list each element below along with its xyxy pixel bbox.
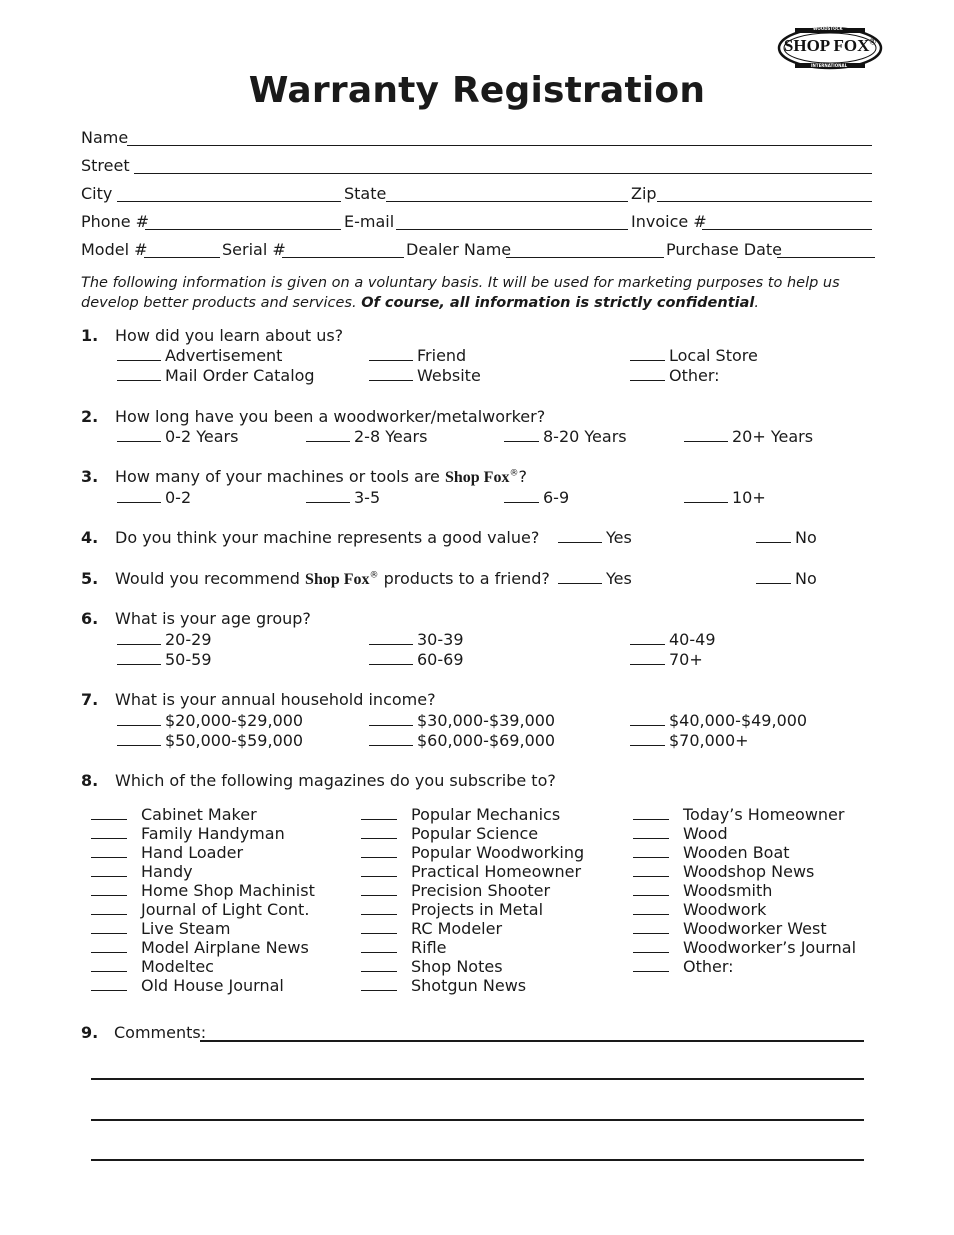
magazine-option[interactable] <box>91 862 193 881</box>
magazine-label: Projects in Metal <box>411 900 544 919</box>
magazine-option[interactable] <box>633 824 728 843</box>
magazine-option[interactable] <box>633 957 734 976</box>
q5-text <box>115 569 550 589</box>
comments-line[interactable] <box>91 1159 864 1161</box>
option-label: $60,000-$69,000 <box>417 731 556 750</box>
magazine-label: Wood <box>683 824 728 843</box>
shop-fox-brand: Shop Fox <box>305 571 370 588</box>
q8-text: Which of the following magazines do you subscribe to? <box>115 771 556 790</box>
option-label: 6-9 <box>543 488 570 507</box>
magazine-option[interactable] <box>361 862 581 881</box>
q5-yes-option[interactable] <box>558 569 632 588</box>
q7-option[interactable] <box>630 731 749 750</box>
registered-mark: ® <box>509 468 519 479</box>
q6-option[interactable] <box>369 630 464 649</box>
magazine-label: Journal of Light Cont. <box>141 900 310 919</box>
q6-number: 6. <box>81 609 99 628</box>
magazine-option[interactable] <box>361 881 550 900</box>
notice-line-2 <box>81 293 759 313</box>
state-label: State <box>344 184 387 203</box>
magazine-label: Woodwork <box>683 900 767 919</box>
q7-text: What is your annual household income? <box>115 690 436 709</box>
option-label: $30,000-$39,000 <box>417 711 556 730</box>
q8-number: 8. <box>81 771 99 790</box>
option-label: 40-49 <box>669 630 716 649</box>
option-label: Friend <box>417 346 467 365</box>
q7-number: 7. <box>81 690 99 709</box>
page-title: Warranty Registration <box>248 70 706 111</box>
magazine-label: RC Modeler <box>411 919 503 938</box>
notice-period: . <box>754 295 759 311</box>
magazine-option[interactable] <box>633 805 844 824</box>
logo-brand: SHOP FOX® <box>783 36 877 55</box>
serial-label: Serial # <box>222 240 286 259</box>
magazine-label: Popular Science <box>411 824 539 843</box>
option-label: 50-59 <box>165 650 212 669</box>
option-label: 3-5 <box>354 488 381 507</box>
option-label: Yes <box>606 528 632 547</box>
q1-option[interactable] <box>117 366 315 385</box>
option-label: Advertisement <box>165 346 283 365</box>
magazine-label: Woodworker West <box>683 919 827 938</box>
q2-number: 2. <box>81 407 99 426</box>
option-label: Other: <box>669 366 720 385</box>
magazine-label: Today’s Homeowner <box>683 805 845 824</box>
q2-text: How long have you been a woodworker/metalworker? <box>115 407 546 426</box>
q1-option[interactable] <box>630 366 720 385</box>
magazine-option[interactable] <box>91 805 257 824</box>
notice-line-1: The following information is given on a voluntary basis. It will be used for marketing purposes to help us <box>81 275 840 291</box>
magazine-option[interactable] <box>633 900 766 919</box>
magazine-label: Other: <box>683 957 734 976</box>
option-label: 20-29 <box>165 630 212 649</box>
option-label: 8-20 Years <box>543 427 627 446</box>
name-field[interactable] <box>127 145 872 146</box>
option-label: Website <box>417 366 481 385</box>
magazine-label: Popular Mechanics <box>411 805 561 824</box>
option-label: 0-2 Years <box>165 427 239 446</box>
magazine-option[interactable] <box>91 900 309 919</box>
magazine-option[interactable] <box>91 881 315 900</box>
city-field[interactable] <box>117 201 341 202</box>
magazine-option[interactable] <box>361 957 503 976</box>
q1-option[interactable] <box>630 346 758 365</box>
q5-text-before: Would you recommend <box>115 569 306 588</box>
q4-number: 4. <box>81 528 99 547</box>
q6-text: What is your age group? <box>115 609 311 628</box>
option-label: No <box>795 528 817 547</box>
q6-option[interactable] <box>117 630 212 649</box>
magazine-label: Cabinet Maker <box>141 805 257 824</box>
magazine-option[interactable] <box>361 824 538 843</box>
q3-text-before: How many of your machines or tools are <box>115 467 445 486</box>
magazine-label: Live Steam <box>141 919 231 938</box>
magazine-option[interactable] <box>633 862 814 881</box>
q7-option[interactable] <box>117 711 303 730</box>
magazine-label: Woodshop News <box>683 862 815 881</box>
magazine-option[interactable] <box>633 919 827 938</box>
magazine-label: Rifle <box>411 938 447 957</box>
zip-field[interactable] <box>657 201 872 202</box>
q5-text-after: products to a friend? <box>378 569 550 588</box>
purchase-date-field[interactable] <box>777 257 875 258</box>
q1-text: How did you learn about us? <box>115 326 344 345</box>
magazine-option[interactable] <box>361 843 584 862</box>
invoice-field[interactable] <box>702 229 872 230</box>
option-label: $20,000-$29,000 <box>165 711 304 730</box>
q1-option[interactable] <box>369 366 481 385</box>
q1-option[interactable] <box>369 346 466 365</box>
magazine-label: Popular Woodworking <box>411 843 585 862</box>
email-label: E-mail <box>344 212 395 231</box>
option-label: 2-8 Years <box>354 427 428 446</box>
q6-option[interactable] <box>630 630 716 649</box>
notice-confidential: Of course, all information is strictly confidential <box>361 295 755 311</box>
q1-option[interactable] <box>117 346 282 365</box>
option-label: 60-69 <box>417 650 464 669</box>
logo-ring-top: WOODSTOCK <box>813 26 843 31</box>
magazine-option[interactable] <box>91 976 284 995</box>
invoice-label: Invoice # <box>631 212 707 231</box>
option-label: 30-39 <box>417 630 464 649</box>
q9-number: 9. <box>81 1023 99 1042</box>
magazine-option[interactable] <box>633 938 856 957</box>
magazine-label: Wooden Boat <box>683 843 790 862</box>
option-label: 20+ Years <box>732 427 814 446</box>
comments-line[interactable] <box>91 1078 864 1080</box>
shop-fox-brand: Shop Fox <box>444 469 510 486</box>
magazine-label: Home Shop Machinist <box>141 881 315 900</box>
purchase-date-label: Purchase Date <box>666 240 782 259</box>
option-label: No <box>795 569 817 588</box>
logo-ring-bottom: INTERNATIONAL <box>811 63 848 68</box>
q7-option[interactable] <box>630 711 807 730</box>
magazine-label: Handy <box>141 862 193 881</box>
model-field[interactable] <box>144 257 220 258</box>
shop-fox-logo <box>777 26 883 70</box>
comments-line[interactable] <box>91 1119 864 1121</box>
magazine-label: Shotgun News <box>411 976 527 995</box>
street-label: Street <box>81 156 130 175</box>
option-label: Mail Order Catalog <box>165 366 315 385</box>
option-label: 70+ <box>669 650 703 669</box>
magazine-option[interactable] <box>361 919 502 938</box>
q7-option[interactable] <box>369 731 555 750</box>
q4-text: Do you think your machine represents a good value? <box>115 528 540 547</box>
magazine-option[interactable] <box>361 805 560 824</box>
dealer-field[interactable] <box>506 257 664 258</box>
magazine-label: Modeltec <box>141 957 214 976</box>
magazine-label: Practical Homeowner <box>411 862 582 881</box>
magazine-option[interactable] <box>361 938 446 957</box>
zip-label: Zip <box>631 184 657 203</box>
q5-no-option[interactable] <box>756 569 817 588</box>
q3-number: 3. <box>81 467 99 486</box>
magazine-option[interactable] <box>91 938 309 957</box>
magazine-label: Old House Journal <box>141 976 284 995</box>
option-label: $70,000+ <box>669 731 749 750</box>
q3-option[interactable] <box>306 488 380 507</box>
serial-field[interactable] <box>282 257 404 258</box>
q6-option[interactable] <box>630 650 703 669</box>
magazine-label: Hand Loader <box>141 843 244 862</box>
magazine-label: Precision Shooter <box>411 881 551 900</box>
magazine-label: Woodsmith <box>683 881 773 900</box>
magazine-label: Family Handyman <box>141 824 285 843</box>
comments-line[interactable] <box>200 1040 864 1042</box>
q3-text-after: ? <box>518 467 527 486</box>
q4-no-option[interactable] <box>756 528 817 547</box>
magazine-option[interactable] <box>633 843 790 862</box>
option-label: $50,000-$59,000 <box>165 731 304 750</box>
phone-label: Phone # <box>81 212 150 231</box>
q2-option[interactable] <box>117 427 238 446</box>
q5-number: 5. <box>81 569 99 588</box>
magazine-label: Shop Notes <box>411 957 503 976</box>
q2-option[interactable] <box>306 427 427 446</box>
magazine-option[interactable] <box>91 919 230 938</box>
q3-option[interactable] <box>504 488 569 507</box>
magazine-option[interactable] <box>361 976 526 995</box>
dealer-label: Dealer Name <box>406 240 512 259</box>
magazine-label: Model Airplane News <box>141 938 309 957</box>
street-field[interactable] <box>134 173 872 174</box>
magazine-option[interactable] <box>91 957 214 976</box>
q2-option[interactable] <box>684 427 813 446</box>
q2-option[interactable] <box>504 427 627 446</box>
magazine-label: Woodworker’s Journal <box>683 938 857 957</box>
option-label: Yes <box>606 569 632 588</box>
city-label: City <box>81 184 113 203</box>
magazine-option[interactable] <box>361 900 543 919</box>
q3-option[interactable] <box>117 488 191 507</box>
email-field[interactable] <box>396 229 628 230</box>
model-label: Model # <box>81 240 148 259</box>
q7-option[interactable] <box>369 711 555 730</box>
q3-option[interactable] <box>684 488 766 507</box>
q7-option[interactable] <box>117 731 303 750</box>
q3-text <box>115 467 527 487</box>
option-label: 10+ <box>732 488 766 507</box>
option-label: $40,000-$49,000 <box>669 711 808 730</box>
q4-yes-option[interactable] <box>558 528 632 547</box>
notice-text: develop better products and services. <box>81 295 362 311</box>
name-label: Name <box>81 128 129 147</box>
q9-text: Comments: <box>114 1023 207 1042</box>
magazine-option[interactable] <box>91 843 243 862</box>
phone-field[interactable] <box>145 229 341 230</box>
q1-number: 1. <box>81 326 99 345</box>
magazine-option[interactable] <box>633 881 772 900</box>
magazine-option[interactable] <box>91 824 285 843</box>
option-label: 0-2 <box>165 488 192 507</box>
state-field[interactable] <box>386 201 628 202</box>
q6-option[interactable] <box>369 650 464 669</box>
option-label: Local Store <box>669 346 758 365</box>
q6-option[interactable] <box>117 650 212 669</box>
registered-mark: ® <box>369 570 379 581</box>
